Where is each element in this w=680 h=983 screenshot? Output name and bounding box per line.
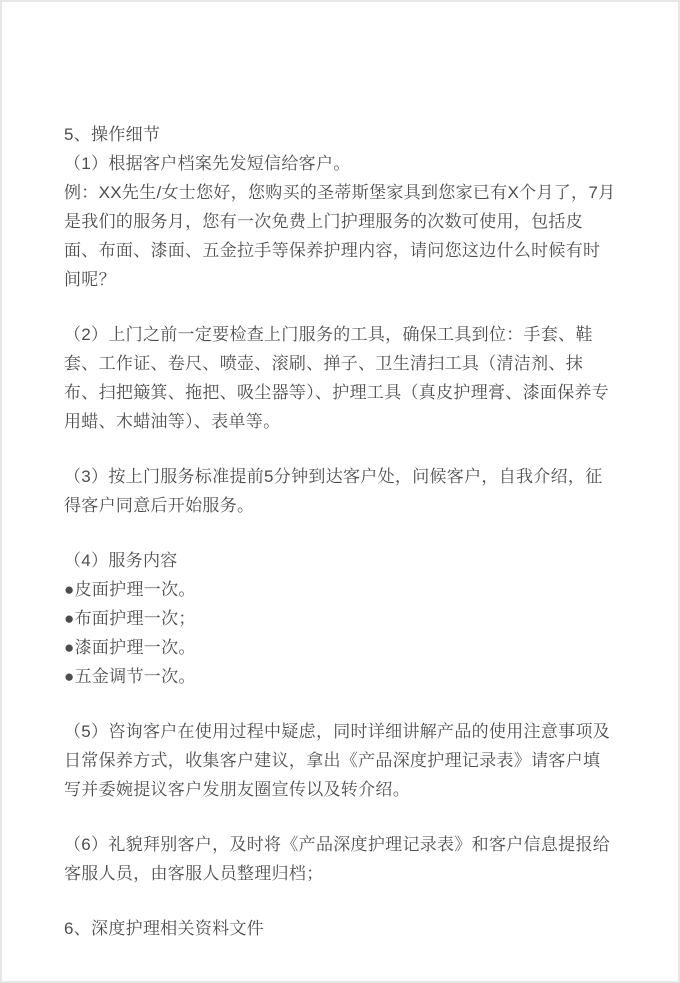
section-heading-operation-details: 5、操作细节 xyxy=(64,125,161,144)
sms-example-text: 例：XX先生/女士您好，您购买的圣蒂斯堡家具到您家已有X个月了，7月是我们的服务月，您有一次免费上门护理服务的次数可使用，包括皮面、布面、漆面、五金拉手等保养护理内容，请问您这边什么时候有时间呢？ xyxy=(64,183,616,289)
step-3-text: （3）按上门服务标准提前5分钟到达客户处，问候客户，自我介绍，征得客户同意后开始服务。 xyxy=(64,467,603,515)
step-2-text: （2）上门之前一定要检查上门服务的工具，确保工具到位：手套、鞋套、工作证、卷尺、喷壶、滚刷、掸子、卫生清扫工具（清洁剂、抹布、扫把簸箕、拖把、吸尘器等）、护理工具（真皮护理膏、漆面保养专用蜡、木蜡油等）、表单等。 xyxy=(64,325,610,431)
section-heading-care-files: 6、深度护理相关资料文件 xyxy=(64,919,265,938)
document-page xyxy=(2,2,678,981)
service-list-item-paint: ●漆面护理一次。 xyxy=(64,638,196,657)
step-4-heading: （4）服务内容 xyxy=(64,551,178,570)
service-list-item-leather: ●皮面护理一次。 xyxy=(64,580,196,599)
step-5-text: （5）咨询客户在使用过程中疑虑，同时详细讲解产品的使用注意事项及日常保养方式，收集客户建议，拿出《产品深度护理记录表》请客户填写并委婉提议客户发朋友圈宣传以及转介绍。 xyxy=(64,722,611,799)
step-1-text: （1）根据客户档案先发短信给客户。 xyxy=(64,154,351,173)
service-list-item-hardware: ●五金调节一次。 xyxy=(64,667,196,686)
service-content-list xyxy=(64,575,616,691)
step-6-text: （6）礼貌拜别客户，及时将《产品深度护理记录表》和客户信息提报给客服人员，由客服人员整理归档； xyxy=(64,835,611,883)
service-list-item-fabric: ●布面护理一次； xyxy=(64,609,196,628)
